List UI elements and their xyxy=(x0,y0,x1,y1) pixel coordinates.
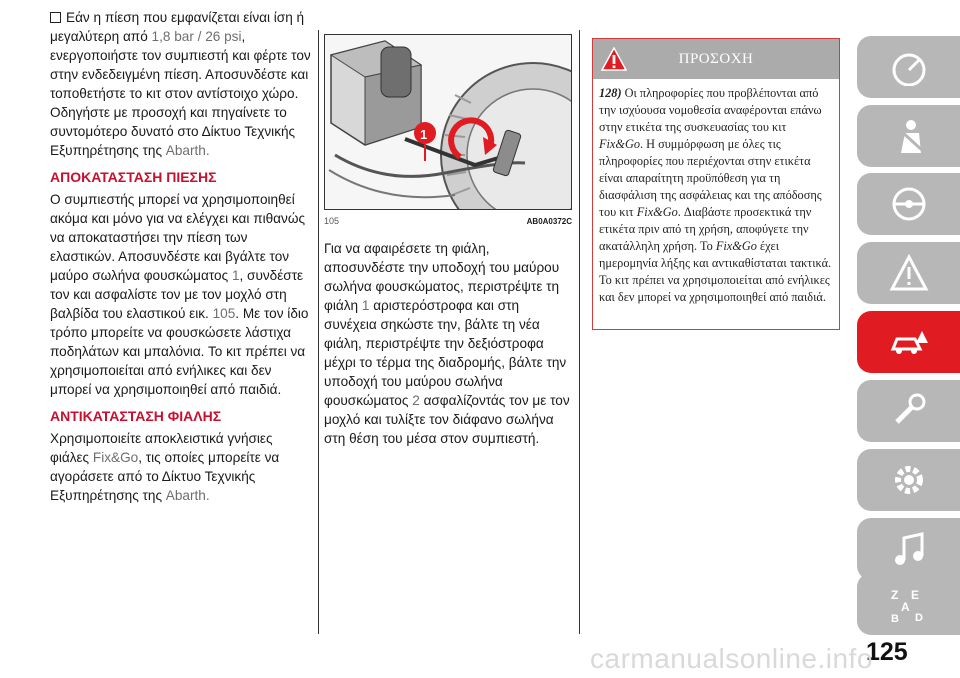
reference-2: 2 xyxy=(412,393,420,408)
car-breakdown-icon xyxy=(889,323,929,361)
section-tab-warning-lights[interactable] xyxy=(857,242,960,304)
section-tab-maintenance[interactable] xyxy=(857,380,960,442)
brand-text: Abarth. xyxy=(165,488,210,503)
svg-text:A: A xyxy=(901,600,910,614)
paragraph-bottles: Χρησιμοποιείτε αποκλειστικά γνήσιες φιάλες Fix&Go, τις οποίες μπορείτε να αγοράσετε από το Δίκτυο Τεχνικής Εξυπηρέτησης της Abarth. xyxy=(50,431,280,503)
speedometer-icon xyxy=(889,48,929,86)
section-tab-index[interactable] xyxy=(857,573,960,635)
brand-fixgo: Fix&Go xyxy=(636,205,678,219)
section-tab-dashboard[interactable] xyxy=(857,36,960,98)
section-tab-emergency[interactable] xyxy=(857,311,960,373)
figure-compressor-illustration xyxy=(324,34,572,210)
warning-triangle-icon xyxy=(601,47,627,71)
left-column xyxy=(50,8,312,505)
compressor-tyre-illustration xyxy=(325,35,572,210)
gear-icon xyxy=(889,461,929,499)
alphabet-index-icon xyxy=(889,585,929,623)
reference-1: 1 xyxy=(361,298,370,313)
watermark: carmanualsonline.info xyxy=(590,643,873,674)
svg-text:B: B xyxy=(891,613,899,623)
music-note-icon xyxy=(889,530,929,568)
caution-title: ΠΡΟΣΟΧΗ xyxy=(678,50,754,67)
figure-reference: 105 xyxy=(212,306,236,321)
brand-fixgo: Fix&Go xyxy=(599,137,640,151)
wrench-icon xyxy=(889,392,929,430)
caution-text: 128) Οι πληροφορίες που προβλέπονται από την ισχύουσα νομοθεσία αναφέρονται επάνω στην ετικέτα της συσκευασίας του κιτ Fix&Go. Η συμμόρφωση με όλες τις πληροφορίες που περιέχονται στην ετικέτα είναι απαραίτητη προϋπόθεση για τη διασφάλιση της ασφάλειας και της απόδοσης του κιτ Fix&Go. Διαβάστε προσεκτικά την ετικέτα πριν από τη χρήση, αποφύγετε την ακατάλληλη χρήση. Το Fix&Go έχει ημερομηνία λήξης και αντικαθίσταται τακτικά. Το κιτ πρέπει να χρησιμοποιείται από ενήλικες και δεν μπορεί να χρησιμοποιηθεί από παιδιά. xyxy=(599,86,832,304)
section-tab-multimedia[interactable] xyxy=(857,518,960,580)
paragraph-pressure-check: Εάν η πίεση που εμφανίζεται είναι ίση ή μεγαλύτερη από 1,8 bar / 26 psi, ενεργοποιήστε τον συμπιεστή και φέρτε τον στην ενδεδειγμένη πίεση. Αποσυνδέστε και τοποθετήστε το κιτ στον αντίστοιχο χώρο. Οδηγήστε με προσοχή και πηγαίνετε το συντομότερο δυνατό στο Δίκτυο Τεχνικής Εξυπηρέτησης της Abarth. xyxy=(50,10,311,158)
page-number: 125 xyxy=(866,638,908,666)
svg-text:D: D xyxy=(915,612,923,623)
brand-fixgo: Fix&Go xyxy=(715,239,757,253)
column-divider xyxy=(579,30,580,634)
section-tab-safety[interactable] xyxy=(857,105,960,167)
section-tab-technical-data[interactable] xyxy=(857,449,960,511)
heading-pressure-restore: ΑΠΟΚΑΤΑΣΤΑΣΗ ΠΙΕΣΗΣ xyxy=(50,169,217,185)
reference-1: 1 xyxy=(231,268,240,283)
right-column xyxy=(592,8,840,330)
column-divider xyxy=(318,30,319,634)
warning-light-icon xyxy=(889,254,929,292)
figure-caption xyxy=(324,212,572,231)
pressure-value: 1,8 bar / 26 psi xyxy=(151,29,242,44)
figure-number: 105 xyxy=(324,216,340,226)
paragraph-compressor: Ο συμπιεστής μπορεί να χρησιμοποιηθεί ακόμα και μόνο για να ελέγχει και πιθανώς να αποκαταστήσει την πίεση των ελαστικών. Αποσυνδέστε και βγάλτε τον μαύρο σωλήνα φουσκώματος 1, συνδέστε τον και ασφαλίστε τον με τον μοχλό στη βαλβίδα του ελαστικού εικ. 105. Με τον ίδιο τρόπο μπορείτε να φουσκώσετε λάστιχα ποδηλάτων και μπαλόνια. Το κιτ πρέπει να χρησιμοποιείται από ενήλικες και δεν μπορεί να χρησιμοποιηθεί από παιδιά. xyxy=(50,192,309,397)
section-tab-starting[interactable] xyxy=(857,173,960,235)
brand-text: Abarth. xyxy=(165,143,210,158)
seatbelt-icon xyxy=(889,117,929,155)
brand-fixgo: Fix&Go xyxy=(92,450,139,465)
figure-code: AB0A0372C xyxy=(526,217,572,226)
caution-box xyxy=(592,38,840,330)
caution-header xyxy=(593,39,839,79)
svg-text:Z: Z xyxy=(891,588,899,602)
callout-number: 1 xyxy=(420,127,428,142)
continuation-icon xyxy=(50,12,61,23)
paragraph-bottle-removal: Για να αφαιρέσετε τη φιάλη, αποσυνδέστε την υποδοχή του μαύρου σωλήνα φουσκώματος, περιστρέψτε τη φιάλη 1 αριστερόστροφα και στη συνέχεια σηκώστε την, βάλτε τη νέα φιάλη, περιστρέψτε την δεξιόστροφα μέχρι το τέρμα της διαδρομής, βάλτε την υποδοχή του μαύρου σωλήνα φουσκώματος 2 ασφαλίζοντάς τον με τον μοχλό και τυλίξτε τον διάφανο σωλήνα στη θέση του μέσα στον συμπιεστή. xyxy=(324,241,570,446)
middle-column xyxy=(324,34,572,448)
svg-text:E: E xyxy=(911,588,920,602)
steering-wheel-icon xyxy=(889,185,929,223)
note-number: 128) xyxy=(599,86,622,100)
heading-bottle-replace: ΑΝΤΙΚΑΤΑΣΤΑΣΗ ΦΙΑΛΗΣ xyxy=(50,408,222,424)
